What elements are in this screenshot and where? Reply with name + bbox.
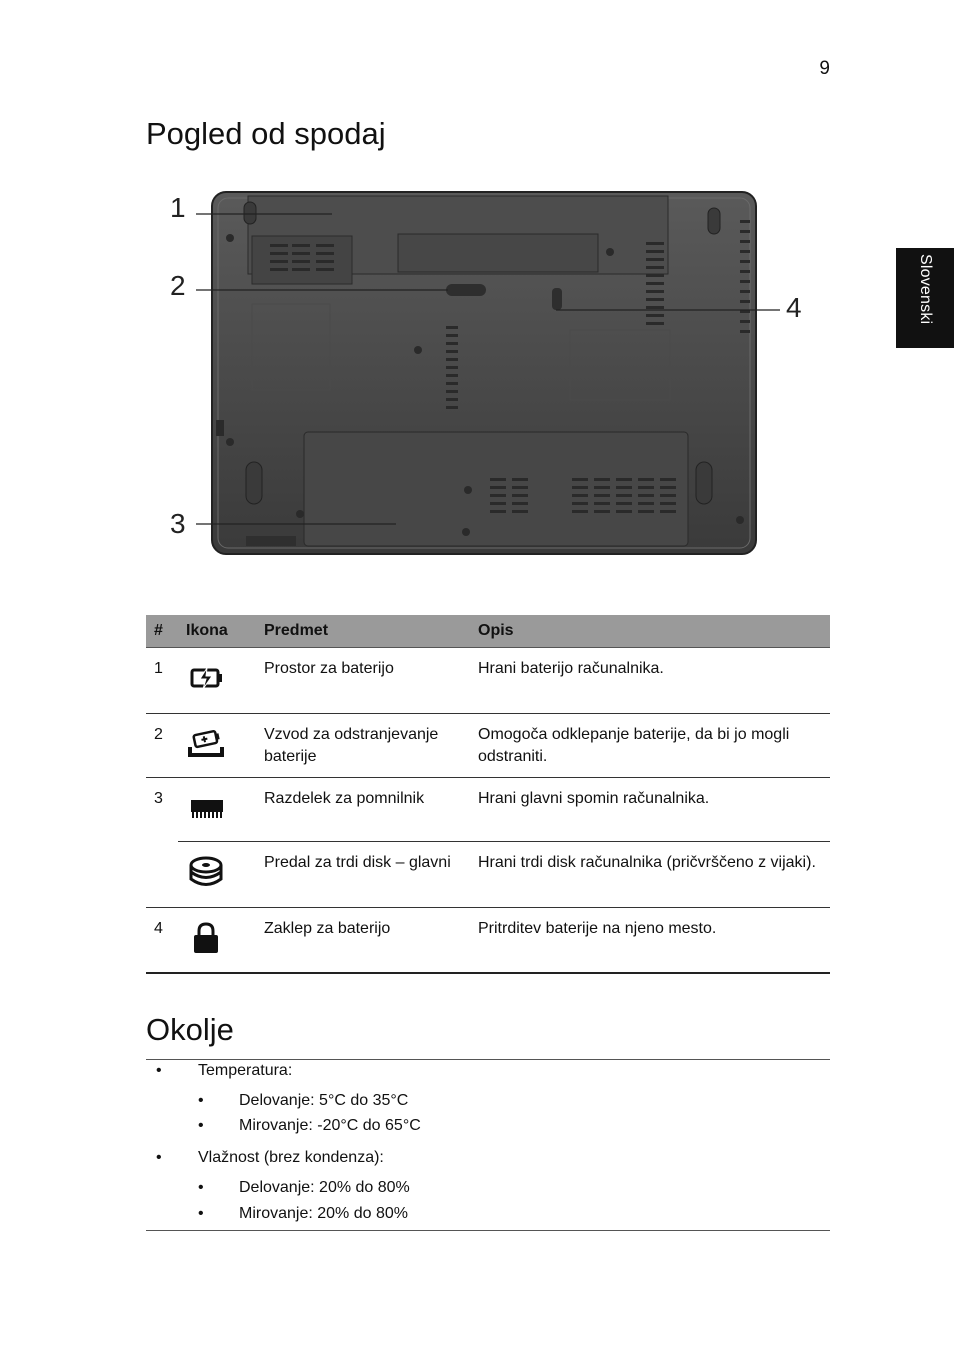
callout-1: 1 (170, 192, 186, 223)
row-item: Zaklep za baterijo (256, 908, 470, 973)
section-title-bottom-view: Pogled od spodaj (146, 116, 386, 151)
row-number: 2 (146, 714, 178, 778)
bullet: • (198, 1205, 204, 1222)
laptop-bottom-diagram (160, 180, 820, 570)
row-icon-cell (178, 714, 256, 778)
bottom-view-table (146, 615, 830, 974)
row-description: Pritrditev baterije na njeno mesto. (470, 908, 830, 973)
row-item: Razdelek za pomnilnik (256, 778, 470, 842)
row-description: Hrani baterijo računalnika. (470, 648, 830, 714)
row-icon-cell (178, 908, 256, 973)
header-number: # (146, 615, 178, 648)
row-number: 4 (146, 908, 178, 973)
table-header-row (146, 615, 830, 648)
language-tab (896, 248, 954, 348)
bullet: • (198, 1117, 204, 1134)
temperature-operating: Delovanje: 5°C do 35°C (239, 1092, 409, 1109)
row-number (146, 842, 178, 908)
bullet: • (156, 1149, 162, 1166)
table-row (146, 908, 830, 973)
bullet: • (198, 1092, 204, 1109)
row-icon-cell (178, 842, 256, 908)
table-row (146, 648, 830, 714)
hard-disk-icon (186, 854, 226, 888)
bullet: • (198, 1179, 204, 1196)
table-row (146, 778, 830, 842)
header-item: Predmet (256, 615, 470, 648)
callout-4: 4 (786, 292, 802, 323)
row-item: Vzvod za odstranjevanje baterije (256, 714, 470, 778)
row-description: Hrani trdi disk računalnika (pričvrščeno z vijaki). (470, 842, 830, 908)
section-title-environment: Okolje (146, 1012, 234, 1047)
page-number: 9 (819, 58, 830, 79)
row-icon-cell (178, 648, 256, 714)
row-number: 3 (154, 790, 163, 807)
callout-3: 3 (170, 508, 186, 539)
callout-2: 2 (170, 270, 186, 301)
row-description: Hrani glavni spomin računalnika. (470, 778, 830, 842)
battery-release-icon (186, 726, 226, 760)
humidity-storage: Mirovanje: 20% do 80% (239, 1205, 408, 1222)
language-tab-label: Slovenski (917, 254, 934, 325)
temperature-storage: Mirovanje: -20°C do 65°C (239, 1117, 421, 1134)
laptop-bottom-illustration (160, 180, 820, 570)
row-item: Predal za trdi disk – glavni (256, 842, 470, 908)
humidity-label: Vlažnost (brez kondenza): (198, 1149, 384, 1166)
header-description: Opis (470, 615, 830, 648)
row-number: 1 (146, 648, 178, 714)
row-item: Prostor za baterijo (256, 648, 470, 714)
row-icon-cell (178, 778, 256, 842)
humidity-operating: Delovanje: 20% do 80% (239, 1179, 410, 1196)
lock-icon (186, 920, 226, 954)
table-row (146, 714, 830, 778)
memory-icon (186, 790, 226, 824)
row-description: Omogoča odklepanje baterije, da bi jo mogli odstraniti. (470, 714, 830, 778)
table-row (146, 842, 830, 908)
environment-specs (146, 1059, 830, 1231)
battery-bay-icon (186, 660, 226, 694)
header-icon: Ikona (178, 615, 256, 648)
bullet: • (156, 1062, 162, 1079)
temperature-label: Temperatura: (198, 1062, 293, 1079)
